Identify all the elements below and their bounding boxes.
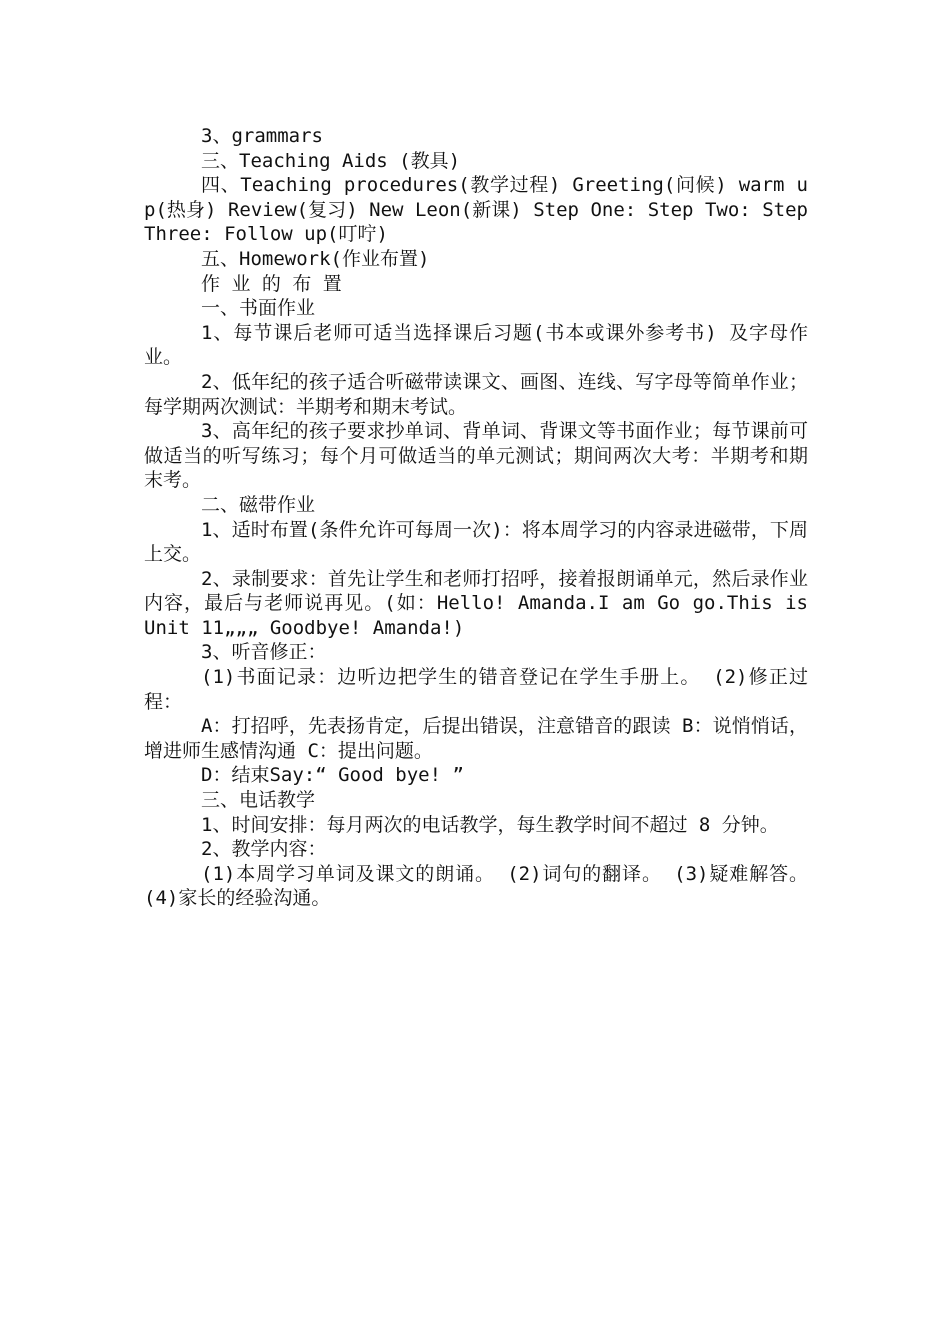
heading-phone-teaching: 三、电话教学	[201, 789, 316, 812]
paragraph-16: D：结束Say:“ Good bye! ”	[201, 764, 464, 787]
paragraph-9: 3、高年纪的孩子要求抄单词、背单词、背课文等书面作业；每节课前可做适当的听写练习；每个月可做适当的单元测试；期间两次大考：半期考和期末考。	[144, 420, 808, 492]
paragraph-1: 3、grammars	[201, 125, 323, 147]
paragraph-11: 1、适时布置(条件允许可每周一次)：将本周学习的内容录进磁带，下周上交。	[144, 518, 808, 566]
paragraph-12: 2、录制要求：首先让学生和老师打招呼，接着报朗诵单元，然后录作业内容，最后与老师说再见。(如：Hello! Amanda.I am Go go.This is Unit 11„„„ Goodbye! Amanda!)	[144, 567, 808, 639]
section-title-homework: 作 业 的 布 置	[201, 272, 342, 295]
paragraph-8: 2、低年纪的孩子适合听磁带读课文、画图、连线、写字母等简单作业；每学期两次测试：半期考和期末考试。	[144, 370, 808, 418]
paragraph-19: 2、教学内容：	[201, 838, 327, 861]
paragraph-7: 1、每节课后老师可适当选择课后习题(书本或课外参考书) 及字母作业。	[144, 321, 808, 369]
paragraph-3: 四、Teaching procedures(教学过程) Greeting(问候) warm up(热身) Review(复习) New Leon(新课) Step One: Step Two: Step Three: Follow up(叮咛)	[144, 174, 808, 246]
paragraph-13: 3、听音修正：	[201, 641, 327, 664]
paragraph-20: (1)本周学习单词及课文的朗诵。 (2)词句的翻译。 (3)疑难解答。 (4)家长的经验沟通。	[144, 862, 808, 910]
paragraph-14: (1)书面记录：边听边把学生的错音登记在学生手册上。 (2)修正过程：	[144, 666, 808, 713]
paragraph-15: A：打招呼，先表扬肯定，后提出错误，注意错音的跟读 B：说悄悄话，增进师生感情沟通 C：提出问题。	[144, 715, 808, 762]
paragraph-18: 1、时间安排：每月两次的电话教学，每生教学时间不超过 8 分钟。	[201, 813, 779, 836]
heading-written-homework: 一、书面作业	[201, 297, 316, 320]
heading-tape-homework: 二、磁带作业	[201, 493, 316, 516]
paragraph-2: 三、Teaching Aids (教具)	[201, 149, 461, 172]
paragraph-4: 五、Homework(作业布置)	[201, 247, 430, 270]
document-body	[144, 124, 808, 911]
